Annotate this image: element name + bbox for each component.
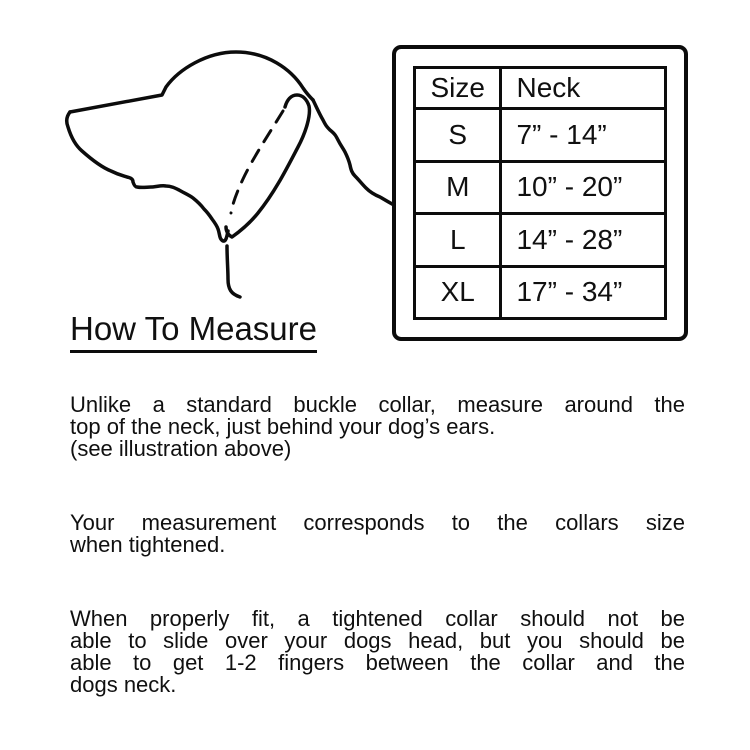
size-cell: M <box>415 161 501 214</box>
table-row-l <box>415 214 666 267</box>
neck-cell: 17” - 34” <box>501 266 666 319</box>
dog-head-illustration <box>55 20 400 305</box>
size-cell: L <box>415 214 501 267</box>
section-heading <box>70 310 317 353</box>
size-cell: S <box>415 109 501 162</box>
size-cell: XL <box>415 266 501 319</box>
table-row-s <box>415 109 666 162</box>
neck-cell: 10” - 20” <box>501 161 666 214</box>
neck-cell: 14” - 28” <box>501 214 666 267</box>
table-header-row <box>415 68 666 109</box>
text-line: able to slide over your dogs head, but you should be <box>70 628 685 653</box>
dog-head-outline <box>70 52 313 112</box>
dog-chest-line <box>227 246 240 297</box>
table-row-xl <box>415 266 666 319</box>
paragraph-fit <box>70 608 685 696</box>
text-line: dogs neck. <box>70 672 177 697</box>
text-line: (see illustration above) <box>70 436 292 461</box>
text-line: Your measurement corresponds to the collars size <box>70 510 685 535</box>
text-line: able to get 1-2 fingers between the collar and the <box>70 650 685 675</box>
sizing-table <box>413 66 667 320</box>
col-header-size: Size <box>415 68 501 109</box>
dog-ear-outline <box>226 95 309 237</box>
table-row-m <box>415 161 666 214</box>
text-line: Unlike a standard buckle collar, measure around the <box>70 392 685 417</box>
dog-jaw-outline <box>67 112 228 241</box>
text-line: top of the neck, just behind your dog’s ears. <box>70 414 496 439</box>
col-header-neck: Neck <box>501 68 666 109</box>
paragraph-measure <box>70 394 685 460</box>
text-line: when tightened. <box>70 532 226 557</box>
paragraph-correspond <box>70 512 685 556</box>
measure-line <box>231 111 283 213</box>
text-line: When properly fit, a tightened collar should not be <box>70 606 685 631</box>
heading-text: How To Measure <box>70 310 317 353</box>
size-chart-frame <box>392 45 688 341</box>
instructions <box>70 394 685 748</box>
dog-neck-line <box>313 100 394 205</box>
neck-cell: 7” - 14” <box>501 109 666 162</box>
